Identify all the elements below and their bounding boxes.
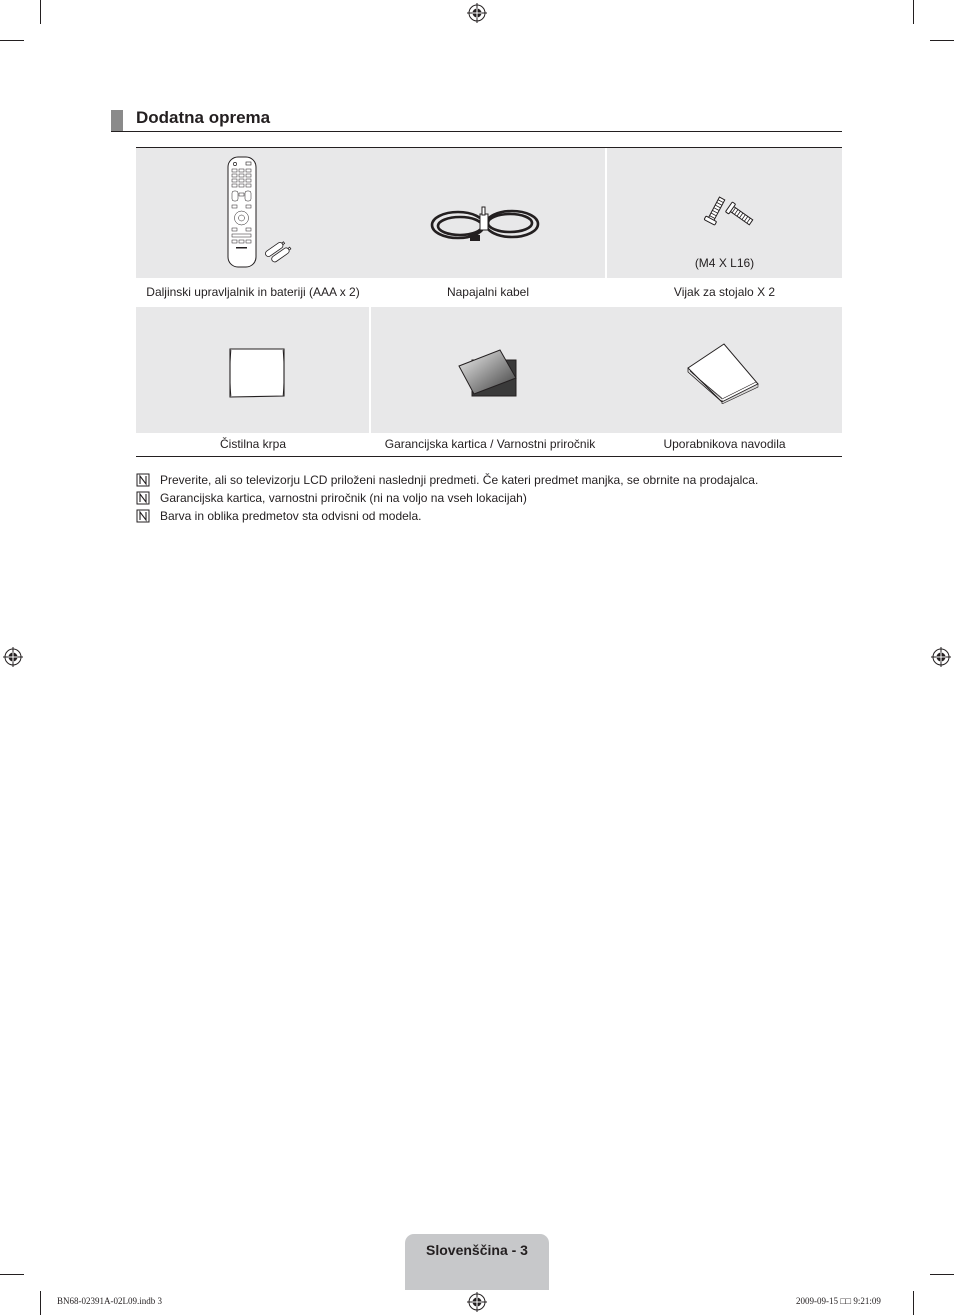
crop-mark [40, 1291, 41, 1315]
crop-mark [0, 1274, 24, 1275]
accessory-label: Čistilna krpa [219, 437, 287, 451]
note-text: Garancijska kartica, varnostni priročnik (ni na voljo na vseh lokacijah) [160, 491, 527, 505]
table-bottom-rule [136, 456, 842, 457]
section-marker [111, 110, 123, 131]
user-manual-icon [684, 340, 762, 404]
crop-mark [40, 0, 41, 24]
crop-mark [0, 40, 24, 41]
registration-mark-icon [467, 1292, 487, 1312]
remote-control-icon [222, 155, 298, 270]
print-slug-datetime: 2009-09-15 □□ 9:21:09 [796, 1296, 881, 1306]
crop-mark [930, 1274, 954, 1275]
registration-mark-icon [3, 647, 23, 667]
cleaning-cloth-icon [226, 346, 288, 400]
screws-icon [702, 190, 758, 232]
page-number-label: Slovenščina - 3 [426, 1242, 528, 1258]
crop-mark [913, 1291, 914, 1315]
accessory-label: Napajalni kabel [446, 285, 530, 299]
notes-list [136, 472, 856, 526]
note-text: Preverite, ali so televizorju LCD priloženi naslednji predmeti. Če kateri predmet manjka, se obrnite na prodajalca. [160, 473, 759, 487]
note-item [136, 490, 856, 508]
crop-mark [930, 40, 954, 41]
accessory-label: Garancijska kartica / Varnostni priročnik [384, 437, 596, 451]
accessory-label: Vijak za stojalo X 2 [673, 285, 776, 299]
note-icon [136, 473, 150, 487]
crop-mark [913, 0, 914, 24]
note-item [136, 472, 856, 490]
registration-mark-icon [467, 3, 487, 23]
note-text: Barva in oblika predmetov sta odvisni od modela. [160, 509, 422, 523]
section-title: Dodatna oprema [136, 108, 271, 127]
power-cable-icon [428, 203, 542, 247]
warranty-cards-icon [456, 346, 522, 400]
section-rule [111, 131, 842, 132]
screw-spec: (M4 X L16) [694, 256, 755, 270]
registration-mark-icon [931, 647, 951, 667]
note-icon [136, 491, 150, 505]
accessory-image-cell [371, 307, 842, 433]
accessory-label: Daljinski upravljalnik in bateriji (AAA x 2) [146, 285, 360, 299]
print-slug-file: BN68-02391A-02L09.indb 3 [57, 1296, 162, 1306]
note-icon [136, 509, 150, 523]
accessory-label: Uporabnikova navodila [663, 437, 786, 451]
note-item [136, 508, 856, 526]
